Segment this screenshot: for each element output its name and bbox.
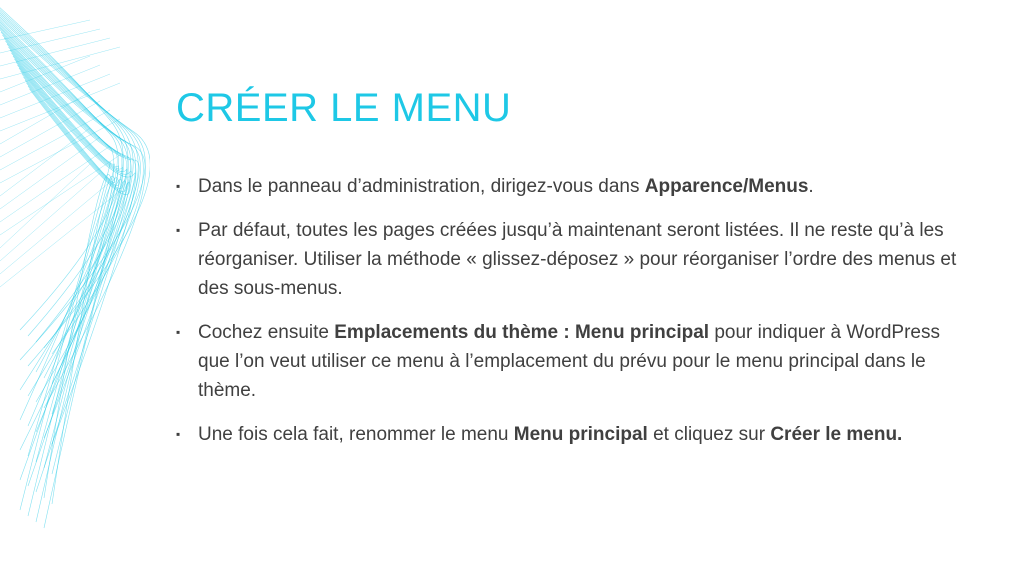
bullet-marker-icon: ▪ (176, 427, 181, 441)
bullet-text: . (808, 176, 814, 197)
decorative-wireframe (0, 0, 150, 576)
decorative-line (3, 35, 118, 420)
bullet-item (176, 420, 966, 449)
bullet-text: pour indiquer à WordPress que l’on veut utiliser ce menu à l’emplacement du prévu pour le menu principal dans le thème. (198, 322, 940, 401)
decorative-line (0, 173, 100, 261)
bullet-item (176, 172, 966, 201)
bold-text: Apparence/Menus (644, 176, 809, 197)
bold-text: Emplacements du thème : Menu principal (334, 322, 710, 343)
decorative-line (0, 137, 100, 209)
bullet-item (176, 216, 966, 303)
bullet-marker-icon: ▪ (176, 325, 181, 339)
slide-title: CRÉER LE MENU (176, 86, 512, 130)
bullet-list (176, 172, 966, 464)
decorative-line (30, 89, 131, 528)
bullet-text: et cliquez sur (647, 424, 771, 445)
bullet-text: Par défaut, toutes les pages créées jusqu’à maintenant seront listées. Il ne reste qu’à les réorganiser. Utiliser la méthode « glissez-déposez » pour réorganiser l’ordre des menus et des sous-menus. (198, 220, 957, 299)
bullet-text: Dans le panneau d’administration, dirigez-vous dans (198, 176, 645, 197)
bold-text: Menu principal (513, 424, 648, 445)
decorative-line (0, 182, 110, 274)
bullet-text: Une fois cela fait, renommer le menu (198, 424, 514, 445)
decorative-line (0, 128, 90, 196)
bold-text: Créer le menu. (770, 424, 903, 445)
decorative-line (18, 65, 127, 480)
bullet-marker-icon: ▪ (176, 223, 181, 237)
decorative-line (0, 146, 110, 222)
bullet-text: Cochez ensuite (198, 322, 335, 343)
decorative-line (0, 29, 145, 408)
decorative-line (9, 47, 136, 444)
decorative-line (28, 86, 126, 522)
bullet-marker-icon: ▪ (176, 179, 181, 193)
bullet-item (176, 318, 966, 405)
